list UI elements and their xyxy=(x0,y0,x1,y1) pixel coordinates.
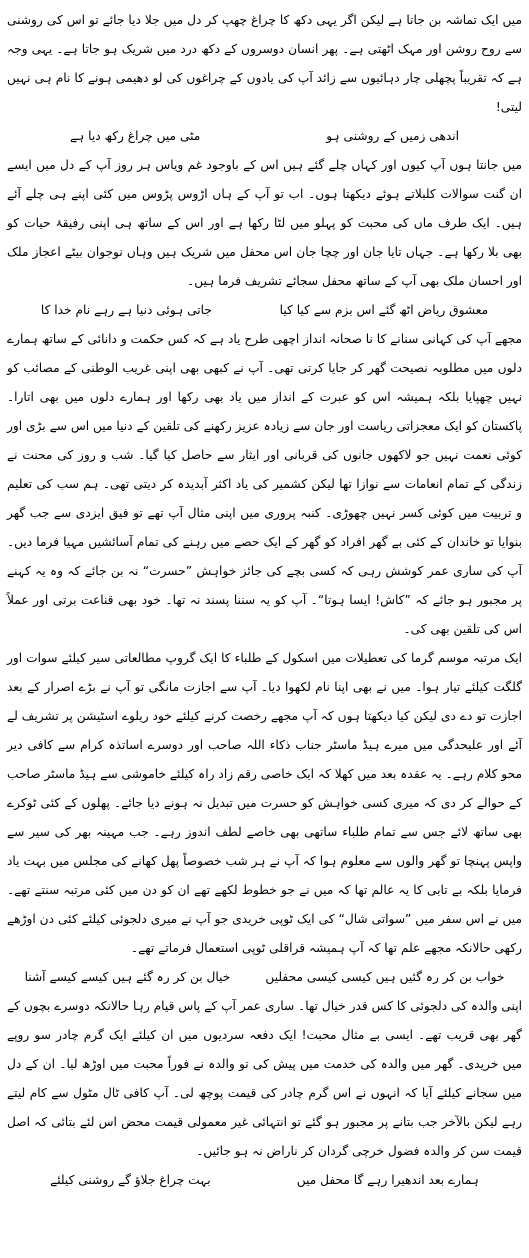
verse-couplet xyxy=(7,1166,522,1195)
verse-first-line: خواب بن کر رہ گئیں ہیں کیسی کیسی محفلیں xyxy=(265,970,505,984)
verse-second-line: مٹی میں چراغ رکھ دیا ہے xyxy=(69,129,201,143)
paragraph: اپنی والدہ کی دلجوئی کا کس قدر خیال تھا۔ ساری عمر آپ کے پاس قیام رہا حالانکہ دوسرے بچوں کے گھر بھی قریب تھے۔ ایسی بے مثال محبت! ایک دفعہ سردیوں میں ان کیلئے ایک گرم چادر سو روپے میں خریدی۔ گھر میں والدہ کی خدمت میں پیش کی تو والدہ نے فوراً محبت میں اوڑھ لیا۔ ان کے دل میں سجانے کیلئے آیا کہ انہوں نے اس گرم چادر کی قیمت پوچھ لی۔ آپ کافی ٹال مٹول سے کام لیتے رہے لیکن بالآخر جب بتانے پر مجبور ہو گئے تو انتہائی غیر معمولی قیمت محض اس لئے بتائی کہ اصل قیمت سن کر والدہ فضول خرچی گردان کر ناراض نہ ہو جائیں۔ xyxy=(7,999,522,1158)
paragraph: میں ایک تماشہ بن جاتا ہے لیکن اگر یہی دکھ کا چراغ چھپ کر دل میں جلا دیا جائے تو اس کی روشنی سے روح روشن اور مہک اٹھتی ہے۔ پھر انسان دوسروں کے دکھ درد میں شریک ہو جاتا ہے۔ یہی وجہ ہے کہ تقریباً پچھلی چار دہائیوں سے زائد آپ کی یادوں کے چراغوں کی لو دھیمی ہونے کا نام ہی نہیں لیتی! xyxy=(7,13,522,114)
verse-first-line: ہمارے بعد اندھیرا رہے گا محفل میں xyxy=(296,1173,479,1187)
verse-first-line: معشوق ریاض اٹھ گئے اس بزم سے کیا کیا xyxy=(279,303,489,317)
verse-second-line: خیال بن کر رہ گئے ہیں کیسے کیسے آشنا xyxy=(24,970,231,984)
verse-couplet xyxy=(7,963,522,992)
verse-second-line: جاتی ہوئی دنیا ہے رہے نام خدا کا xyxy=(40,303,212,317)
verse-couplet xyxy=(7,122,522,151)
verse-first-line: اندھی زمیں کے روشنی ہو xyxy=(326,129,460,143)
paragraph: میں جانتا ہوں آپ کیوں اور کہاں چلے گئے ہیں اس کے باوجود غم ویاس ہر روز آپ کے دل میں ایسے ان گنت سوالات کلبلاتے ہوئے دیکھتا ہوں۔ اب تو آپ کے ہاں اڑوس پڑوس میں کئی اپنے ہی چلے آئے ہیں۔ ایک طرف ماں کی محبت کو پہلو میں لٹا رکھا ہے اور اس کے ساتھ ہی اپنی رفیقۂ حیات کو بھی بلا رکھا ہے۔ جہاں تایا جان اور چچا جان اس محفل میں شریک ہیں وہاں نوجوان بیٹے اعجاز ملک اور احسان ملک بھی آپ کے ساتھ محفل سجائے تشریف فرما ہیں۔ xyxy=(7,158,522,288)
paragraph: ایک مرتبہ موسم گرما کی تعطیلات میں اسکول کے طلباء کا ایک گروپ مطالعاتی سیر کیلئے سوات اور گلگت کیلئے تیار ہوا۔ میں نے بھی اپنا نام لکھوا دیا۔ آپ سے اجازت مانگی تو آپ نے بڑے اصرار کے بعد اجازت تو دے دی لیکن کیا دیکھتا ہوں کہ آپ مجھے رخصت کرنے کیلئے خود ریلوے اسٹیشن پر تشریف لے آئے اور علیحدگی میں میرے ہیڈ ماسٹر جناب ذکاء اللہ صاحب اور دوسرے اساتذہ کرام سے کافی دیر محو کلام رہے۔ یہ عقدہ بعد میں کھلا کہ ایک خاصی رقم زاد راہ کیلئے خاموشی سے ہیڈ ماسٹر صاحب کے حوالے کر دی کہ میری کسی خواہش کو حسرت میں تبدیل نہ ہونے دیا جائے۔ پھلوں کے کئی ٹوکرے بھی ساتھ لائے جس سے تمام طلباء ساتھی بھی خاصے لطف اندوز رہے۔ جب مہینہ بھر کی سیر سے واپس پہنچا تو گھر والوں سے معلوم ہوا کہ آپ نے ہر شب خصوصاً پھل کھانے کی مجلس میں بہت یاد فرمایا بلکہ بے تابی کا یہ عالم تھا کہ میں نے جو خطوط لکھے تھے ان کو دن میں کئی مرتبہ سنتے تھے۔ میں نے اس سفر میں ”سواتی شال“ کی ایک ٹوپی خریدی جو آپ نے میری دلجوئی کیلئے کئی دن اوڑھے رکھی حالانکہ مجھے علم تھا کہ آپ ہمیشہ قراقلی ٹوپی استعمال فرماتے تھے۔ xyxy=(7,651,522,955)
verse-couplet xyxy=(7,296,522,325)
verse-second-line: بہت چراغ جلاؤ گے روشنی کیلئے xyxy=(50,1173,211,1187)
paragraph: مجھے آپ کی کہانی سنانے کا نا صحانہ انداز اچھی طرح یاد ہے کہ کس حکمت و دانائی کے ساتھ ہمارے دلوں میں مطلوبہ نصیحت گھر کر جایا کرتی تھی۔ آپ نے کبھی بھی اپنی غریب الوطنی کے مصائب کو نہیں چھپایا بلکہ ہمیشہ اس کو عبرت کے انداز میں یاد بھی رکھا اور ہمارے دلوں میں بھی اتارا۔ پاکستان کو ایک معجزاتی ریاست اور جان سے زیادہ عزیز رکھنے کی تلقین کے دنیا میں اس سے بڑی اور کوئی نعمت نہیں جو لاکھوں جانوں کی قربانی اور ایثار سے حاصل کیا گیا۔ شب و روز کی محنت نے زندگی کے تمام انعامات سے نوازا تھا لیکن کشمیر کی یاد اکثر آبدیدہ کر دیتی تھی۔ ہم سب کی تعلیم و تربیت میں کوئی کسر نہیں چھوڑی۔ کنبہ پروری میں اپنی مثال آپ تھے تو فیق ایزدی سے جب گھر بنوایا تو خاندان کے کئی بے گھر افراد کو گھر کے ایک حصے میں رہنے کی تمام آسائشیں مہیا فرما دیں۔ آپ کی ساری عمر کوشش رہی کہ کسی بچے کی جائز خواہش ”حسرت“ نہ بن جائے کہ وہ یہ کہنے پر مجبور ہو جائے کہ ”کاش! ایسا ہوتا“۔ آپ کو یہ سننا پسند نہ تھا۔ خود بھی قناعت برتی اور عملاً اس کی تلقین بھی کی۔ xyxy=(7,332,522,636)
